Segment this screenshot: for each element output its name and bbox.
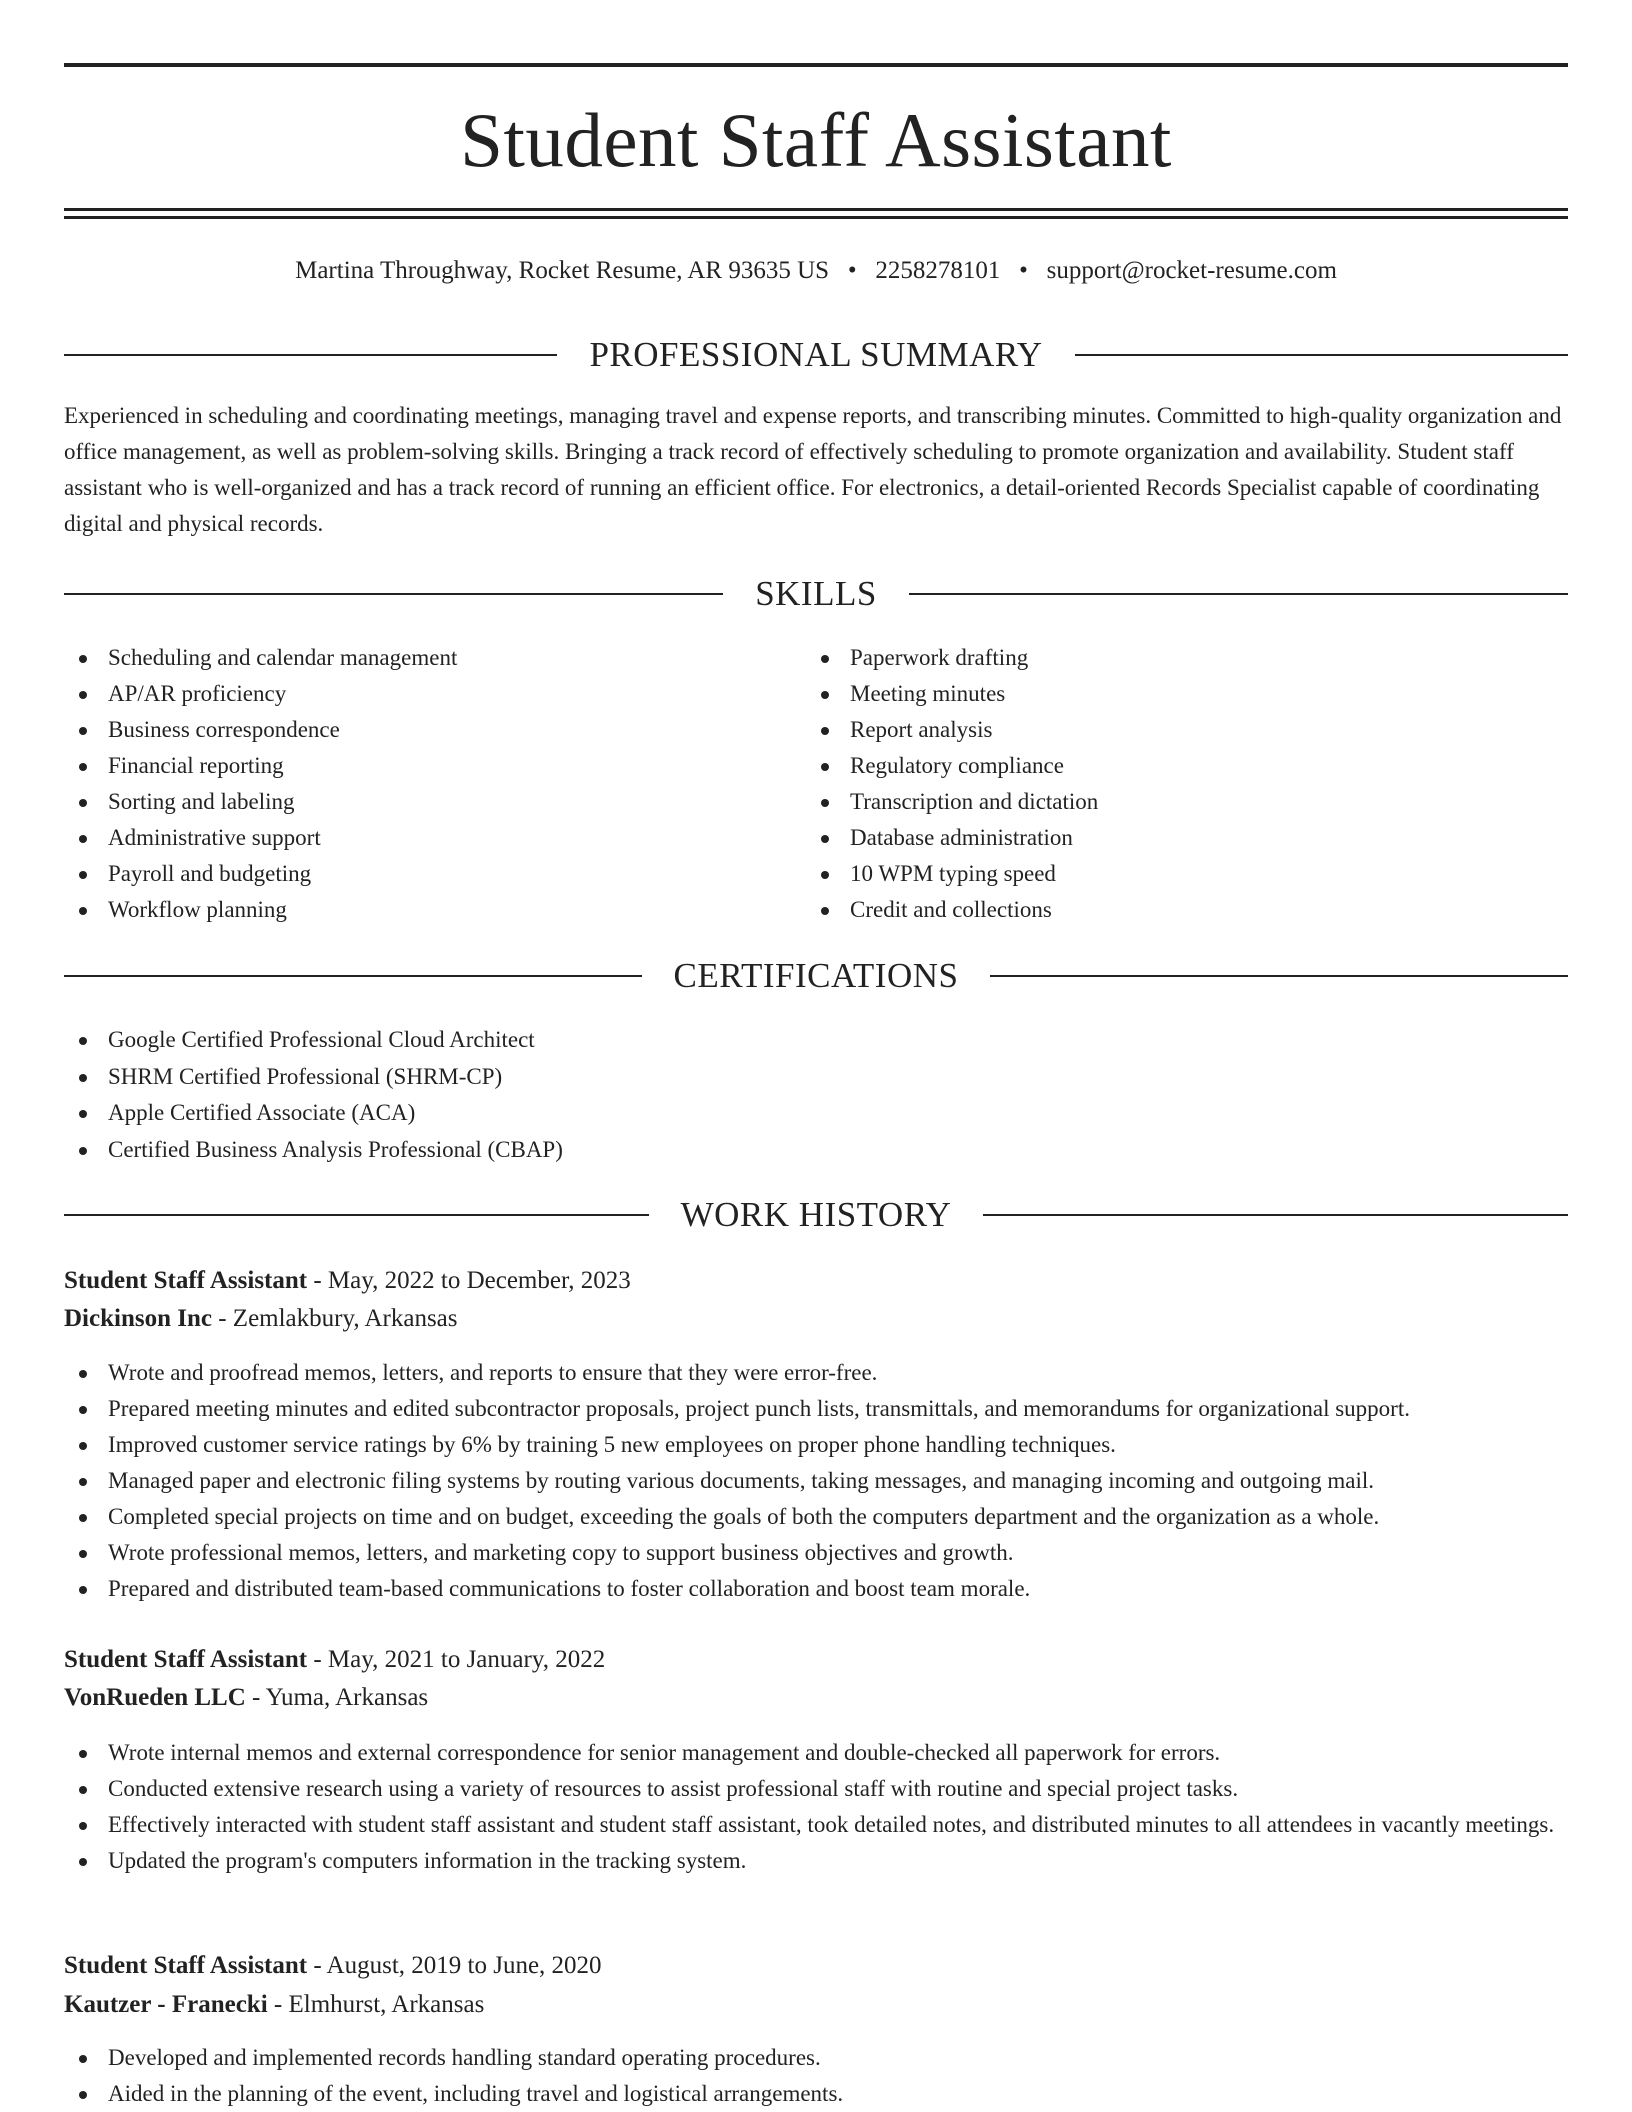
job-bullets [64, 1355, 1568, 1607]
skill-item: Transcription and dictation [806, 784, 1546, 820]
section-title: CERTIFICATIONS [673, 956, 959, 995]
job-company-line [64, 1679, 1568, 1717]
heading-rule [64, 354, 557, 356]
heading-rule [909, 593, 1568, 595]
contact-email: support@rocket-resume.com [1046, 257, 1337, 284]
heading-rule [990, 975, 1568, 977]
job-location: - Elmhurst, Arkansas [267, 1991, 485, 2018]
contact-separator: • [1019, 257, 1028, 284]
skill-item: Business correspondence [64, 712, 804, 748]
job-bullet: Conducted extensive research using a variety of resources to assist professional staff with routine and special project tasks. [64, 1771, 1568, 1807]
skill-item: Regulatory compliance [806, 748, 1546, 784]
skill-item: Report analysis [806, 712, 1546, 748]
job-title: Student Staff Assistant [64, 1646, 308, 1673]
job-dates: - May, 2021 to January, 2022 [307, 1646, 606, 1673]
title-rule-lower [64, 216, 1568, 219]
job-bullet: Wrote and proofread memos, letters, and reports to ensure that they were error-free. [64, 1355, 1568, 1391]
section-title: WORK HISTORY [680, 1195, 952, 1234]
skill-item: Sorting and labeling [64, 784, 804, 820]
job-bullets [64, 2040, 1568, 2112]
skill-item: Administrative support [64, 820, 804, 856]
skill-item: Credit and collections [806, 892, 1546, 928]
section-heading-skills [64, 572, 1568, 616]
certification-item: Certified Business Analysis Professional (CBAP) [64, 1132, 1568, 1169]
title-rule-upper [64, 208, 1568, 211]
certifications-list [64, 1022, 1568, 1168]
job-bullets [64, 1735, 1568, 1879]
job-bullet: Updated the program's computers information in the tracking system. [64, 1843, 1568, 1879]
skill-item: Payroll and budgeting [64, 856, 804, 892]
job-bullet: Effectively interacted with student staff assistant and student staff assistant, took detailed notes, and distributed minutes to all attendees in vacantly meetings. [64, 1807, 1568, 1843]
job-bullet: Prepared meeting minutes and edited subcontractor proposals, project punch lists, transmittals, and memorandums for organizational support. [64, 1391, 1568, 1427]
certification-item: Apple Certified Associate (ACA) [64, 1095, 1568, 1132]
job-company: Dickinson Inc [64, 1305, 212, 1332]
contact-address: Martina Throughway, Rocket Resume, AR 93635 US [295, 257, 830, 284]
job-company: VonRueden LLC [64, 1684, 246, 1711]
heading-rule [983, 1214, 1568, 1216]
skill-item: Meeting minutes [806, 676, 1546, 712]
job-title-line [64, 1262, 1568, 1300]
job-bullet: Developed and implemented records handling standard operating procedures. [64, 2040, 1568, 2076]
job-bullet: Completed special projects on time and on budget, exceeding the goals of both the computers department and the organization as a whole. [64, 1499, 1568, 1535]
job-location: - Zemlakbury, Arkansas [211, 1305, 458, 1332]
summary-text: Experienced in scheduling and coordinating meetings, managing travel and expense reports, and transcribing minutes. Committed to high-quality organization and office management, as well as problem-solving skills. Bringing a track record of effectively scheduling to promote organization and availability. Student staff assistant who is well-organized and has a track record of running an efficient office. For electronics, a detail-oriented Records Specialist capable of coordinating digital and physical records. [64, 403, 1562, 536]
heading-rule [64, 1214, 649, 1216]
job-bullet: Aided in the planning of the event, including travel and logistical arrangements. [64, 2076, 1568, 2112]
section-title: SKILLS [755, 574, 877, 613]
job-bullet: Wrote internal memos and external correspondence for senior management and double-checked all paperwork for errors. [64, 1735, 1568, 1771]
certification-item: Google Certified Professional Cloud Architect [64, 1022, 1568, 1059]
job-bullet: Improved customer service ratings by 6% by training 5 new employees on proper phone handling techniques. [64, 1427, 1568, 1463]
heading-rule [64, 975, 642, 977]
job-bullet: Wrote professional memos, letters, and marketing copy to support business objectives and growth. [64, 1535, 1568, 1571]
job-company-line [64, 1986, 1568, 2024]
certification-item: SHRM Certified Professional (SHRM-CP) [64, 1059, 1568, 1096]
skill-item: Workflow planning [64, 892, 804, 928]
contact-phone: 2258278101 [875, 257, 1001, 284]
job-title: Student Staff Assistant [64, 1952, 308, 1979]
heading-rule [64, 593, 723, 595]
job-title: Student Staff Assistant [64, 1267, 308, 1294]
skill-item: Scheduling and calendar management [64, 640, 804, 676]
job-location: - Yuma, Arkansas [245, 1684, 429, 1711]
section-heading-certifications [64, 954, 1568, 998]
job-company: Kautzer - Franecki [64, 1991, 268, 2018]
skills-list-right [806, 640, 1546, 928]
resume-title: Student Staff Assistant [460, 97, 1172, 183]
job-bullet: Managed paper and electronic filing systems by routing various documents, taking messages, and managing incoming and outgoing mail. [64, 1463, 1568, 1499]
contact-line [64, 253, 1568, 289]
skills-list-left [64, 640, 804, 928]
job-title-line [64, 1641, 1568, 1679]
skill-item: Paperwork drafting [806, 640, 1546, 676]
section-title: PROFESSIONAL SUMMARY [589, 335, 1043, 374]
job-dates: - August, 2019 to June, 2020 [307, 1952, 602, 1979]
contact-separator: • [847, 257, 857, 284]
skill-item: Database administration [806, 820, 1546, 856]
skill-item: AP/AR proficiency [64, 676, 804, 712]
job-company-line [64, 1300, 1568, 1338]
heading-rule [1075, 354, 1568, 356]
skill-item: 10 WPM typing speed [806, 856, 1546, 892]
section-heading-work-history [64, 1193, 1568, 1237]
job-bullet: Prepared and distributed team-based communications to foster collaboration and boost team morale. [64, 1571, 1568, 1607]
job-title-line [64, 1947, 1568, 1985]
job-dates: - May, 2022 to December, 2023 [307, 1267, 631, 1294]
top-rule [64, 63, 1568, 67]
section-heading-summary [64, 333, 1568, 377]
skill-item: Financial reporting [64, 748, 804, 784]
